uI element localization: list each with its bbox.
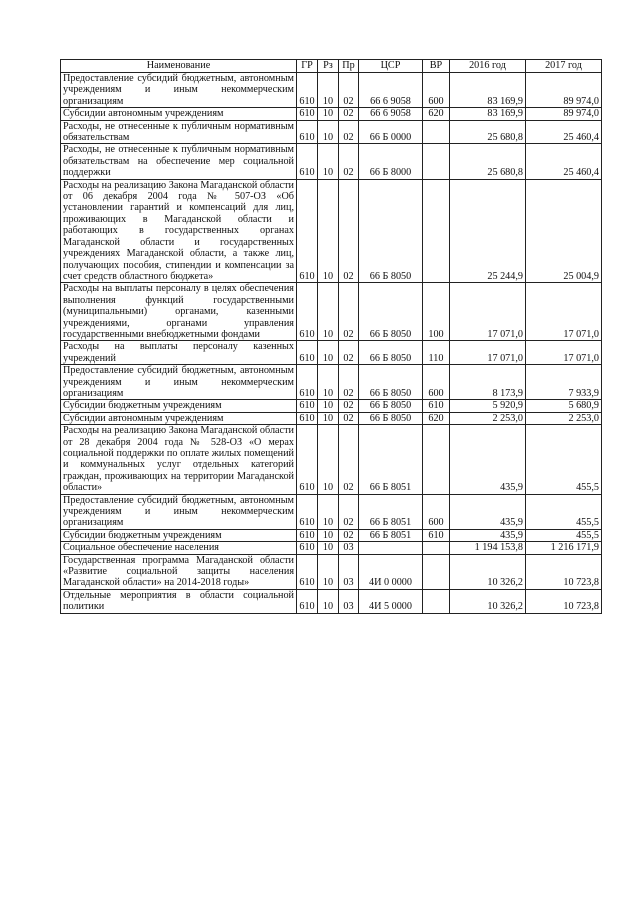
cell-2016: 25 680,8	[450, 144, 526, 179]
cell-vr: 600	[423, 73, 450, 108]
cell-2017: 455,5	[526, 494, 602, 529]
cell-2017: 455,5	[526, 425, 602, 494]
cell-rz: 10	[318, 108, 339, 120]
cell-2017: 455,5	[526, 529, 602, 541]
cell-vr: 110	[423, 341, 450, 365]
table-row	[61, 108, 602, 120]
cell-vr: 620	[423, 108, 450, 120]
cell-2016: 1 194 153,8	[450, 542, 526, 554]
cell-gr: 610	[297, 554, 318, 589]
cell-vr: 600	[423, 494, 450, 529]
cell-gr: 610	[297, 144, 318, 179]
cell-vr	[423, 554, 450, 589]
cell-gr: 610	[297, 341, 318, 365]
cell-gr: 610	[297, 73, 318, 108]
cell-name: Предоставление субсидий бюджетным, автономным учреждениям и иным некоммерческим организациям	[61, 494, 297, 529]
cell-name: Расходы на реализацию Закона Магаданской области от 06 декабря 2004 года № 507-ОЗ «Об установлении гарантий и компенсаций для лиц, проживающих в Магаданской области и работающих в государственных органах Магаданской области и государственных учреждениях Магаданской области, а также лиц, получающих пособия, стипендии и компенсации за счет средств областного бюджета»	[61, 179, 297, 283]
cell-rz: 10	[318, 400, 339, 412]
cell-name: Субсидии автономным учреждениям	[61, 108, 297, 120]
cell-2016: 83 169,9	[450, 108, 526, 120]
cell-vr	[423, 542, 450, 554]
cell-2016: 10 326,2	[450, 554, 526, 589]
cell-csr: 66 Б 8050	[359, 283, 423, 341]
cell-gr: 610	[297, 529, 318, 541]
table-row	[61, 529, 602, 541]
cell-pr: 02	[339, 494, 359, 529]
cell-csr: 66 Б 8051	[359, 494, 423, 529]
cell-2017: 25 004,9	[526, 179, 602, 283]
header-2016: 2016 год	[450, 60, 526, 73]
table-row	[61, 120, 602, 144]
cell-rz: 10	[318, 554, 339, 589]
table-body	[61, 73, 602, 614]
cell-rz: 10	[318, 365, 339, 400]
cell-vr	[423, 120, 450, 144]
cell-pr: 02	[339, 144, 359, 179]
cell-2017: 1 216 171,9	[526, 542, 602, 554]
cell-2016: 17 071,0	[450, 283, 526, 341]
cell-name: Расходы на выплаты персоналу в целях обеспечения выполнения функций государственными (муниципальными) органами, казенными учреждениями, органами управления государственными внебюджетными фондами	[61, 283, 297, 341]
table-row	[61, 425, 602, 494]
table-row	[61, 412, 602, 424]
table-row	[61, 589, 602, 613]
cell-csr: 66 Б 8050	[359, 365, 423, 400]
cell-csr: 4И 0 0000	[359, 554, 423, 589]
cell-gr: 610	[297, 283, 318, 341]
cell-vr	[423, 179, 450, 283]
table-row	[61, 400, 602, 412]
cell-gr: 610	[297, 108, 318, 120]
cell-name: Социальное обеспечение населения	[61, 542, 297, 554]
cell-pr: 02	[339, 529, 359, 541]
cell-name: Субсидии бюджетным учреждениям	[61, 529, 297, 541]
budget-table	[60, 59, 602, 614]
cell-pr: 02	[339, 425, 359, 494]
cell-pr: 02	[339, 365, 359, 400]
cell-vr: 610	[423, 529, 450, 541]
cell-csr: 66 Б 8051	[359, 425, 423, 494]
cell-csr: 66 6 9058	[359, 108, 423, 120]
cell-rz: 10	[318, 529, 339, 541]
cell-2016: 25 680,8	[450, 120, 526, 144]
cell-pr: 03	[339, 542, 359, 554]
header-2017: 2017 год	[526, 60, 602, 73]
cell-rz: 10	[318, 120, 339, 144]
cell-name: Расходы на реализацию Закона Магаданской области от 28 декабря 2004 года № 528-ОЗ «О мерах социальной поддержки по оплате жилых помещений и коммунальных услуг отдельных категорий граждан, проживающих на территории Магаданской области»	[61, 425, 297, 494]
cell-pr: 02	[339, 179, 359, 283]
cell-gr: 610	[297, 589, 318, 613]
table-row	[61, 179, 602, 283]
cell-csr: 66 Б 0000	[359, 120, 423, 144]
cell-name: Государственная программа Магаданской области «Развитие социальной защиты населения Магаданской области» на 2014-2018 годы»	[61, 554, 297, 589]
cell-rz: 10	[318, 425, 339, 494]
cell-csr	[359, 542, 423, 554]
cell-2017: 89 974,0	[526, 108, 602, 120]
cell-name: Субсидии автономным учреждениям	[61, 412, 297, 424]
cell-2017: 10 723,8	[526, 589, 602, 613]
cell-name: Предоставление субсидий бюджетным, автономным учреждениям и иным некоммерческим организациям	[61, 73, 297, 108]
cell-csr: 4И 5 0000	[359, 589, 423, 613]
header-csr: ЦСР	[359, 60, 423, 73]
cell-2016: 83 169,9	[450, 73, 526, 108]
cell-csr: 66 Б 8050	[359, 400, 423, 412]
cell-vr: 610	[423, 400, 450, 412]
cell-vr: 620	[423, 412, 450, 424]
cell-gr: 610	[297, 542, 318, 554]
cell-rz: 10	[318, 179, 339, 283]
cell-2017: 25 460,4	[526, 120, 602, 144]
table-row	[61, 542, 602, 554]
cell-rz: 10	[318, 589, 339, 613]
cell-2017: 17 071,0	[526, 283, 602, 341]
cell-csr: 66 Б 8050	[359, 341, 423, 365]
cell-2016: 435,9	[450, 425, 526, 494]
cell-pr: 02	[339, 283, 359, 341]
cell-rz: 10	[318, 412, 339, 424]
header-pr: Пр	[339, 60, 359, 73]
cell-gr: 610	[297, 365, 318, 400]
cell-vr	[423, 589, 450, 613]
cell-gr: 610	[297, 179, 318, 283]
cell-vr	[423, 425, 450, 494]
table-row	[61, 494, 602, 529]
cell-rz: 10	[318, 542, 339, 554]
cell-rz: 10	[318, 494, 339, 529]
cell-gr: 610	[297, 494, 318, 529]
cell-csr: 66 Б 8000	[359, 144, 423, 179]
cell-2016: 435,9	[450, 529, 526, 541]
cell-2016: 10 326,2	[450, 589, 526, 613]
cell-name: Предоставление субсидий бюджетным, автономным учреждениям и иным некоммерческим организациям	[61, 365, 297, 400]
cell-rz: 10	[318, 341, 339, 365]
cell-gr: 610	[297, 425, 318, 494]
cell-csr: 66 Б 8051	[359, 529, 423, 541]
cell-2016: 17 071,0	[450, 341, 526, 365]
cell-2016: 5 920,9	[450, 400, 526, 412]
table-row	[61, 554, 602, 589]
cell-csr: 66 Б 8050	[359, 412, 423, 424]
cell-name: Расходы, не отнесенные к публичным нормативным обязательствам	[61, 120, 297, 144]
cell-rz: 10	[318, 144, 339, 179]
cell-gr: 610	[297, 412, 318, 424]
table-row	[61, 144, 602, 179]
table-row	[61, 73, 602, 108]
cell-name: Расходы, не отнесенные к публичным нормативным обязательствам на обеспечение мер социальной поддержки	[61, 144, 297, 179]
cell-2017: 89 974,0	[526, 73, 602, 108]
table-row	[61, 283, 602, 341]
cell-2017: 10 723,8	[526, 554, 602, 589]
cell-2016: 2 253,0	[450, 412, 526, 424]
table-row	[61, 365, 602, 400]
cell-2016: 435,9	[450, 494, 526, 529]
cell-pr: 02	[339, 400, 359, 412]
cell-pr: 03	[339, 554, 359, 589]
cell-vr: 600	[423, 365, 450, 400]
cell-vr	[423, 144, 450, 179]
header-vr: ВР	[423, 60, 450, 73]
cell-rz: 10	[318, 73, 339, 108]
cell-pr: 02	[339, 73, 359, 108]
header-gr: ГР	[297, 60, 318, 73]
cell-name: Отдельные мероприятия в области социальной политики	[61, 589, 297, 613]
cell-rz: 10	[318, 283, 339, 341]
cell-2017: 2 253,0	[526, 412, 602, 424]
cell-gr: 610	[297, 120, 318, 144]
cell-pr: 03	[339, 589, 359, 613]
cell-pr: 02	[339, 108, 359, 120]
cell-2017: 17 071,0	[526, 341, 602, 365]
cell-csr: 66 Б 8050	[359, 179, 423, 283]
cell-vr: 100	[423, 283, 450, 341]
header-rz: Рз	[318, 60, 339, 73]
cell-2017: 25 460,4	[526, 144, 602, 179]
cell-2016: 25 244,9	[450, 179, 526, 283]
cell-gr: 610	[297, 400, 318, 412]
cell-csr: 66 6 9058	[359, 73, 423, 108]
cell-name: Расходы на выплаты персоналу казенных учреждений	[61, 341, 297, 365]
table-row	[61, 341, 602, 365]
header-name: Наименование	[61, 60, 297, 73]
cell-2016: 8 173,9	[450, 365, 526, 400]
cell-pr: 02	[339, 341, 359, 365]
cell-2017: 5 680,9	[526, 400, 602, 412]
cell-pr: 02	[339, 120, 359, 144]
table-header-row	[61, 60, 602, 73]
cell-name: Субсидии бюджетным учреждениям	[61, 400, 297, 412]
cell-2017: 7 933,9	[526, 365, 602, 400]
cell-pr: 02	[339, 412, 359, 424]
